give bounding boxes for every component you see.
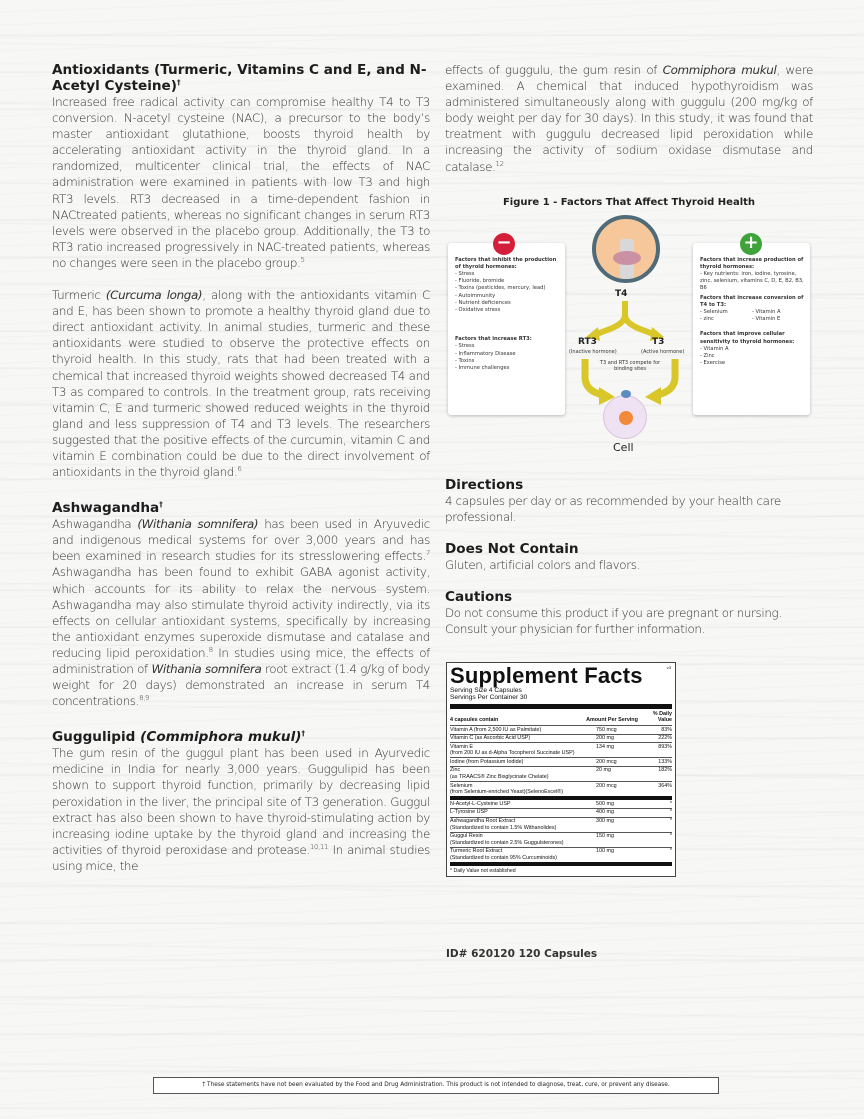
antioxidants-paragraph-1: Increased free radical activity can compromise healthy T4 to T3 conversion. N-acetyl cysteine (NAC), a precursor to the body’s master antioxidant glutathione, boosts thyroid health by accelerating antioxidant activity in the thyroid gland. In a randomized, multicenter clinical trial, the effects of NAC administration were examined in patients with low T3 and high RT3 levels. RT3 decreased in a time-dependent fashion in NACtreated patients, whereas no significant changes in serum RT3 levels were observed in the placebo group. Additionally, the T3 to RT3 ratio increased progressively in NAC-treated patients, whereas no changes were seen in the placebo group.$^5$ <box>52 95 430 270</box>
guggulipid-continuation: effects of guggulu, the gum resin of Commiphora mukul, were examined. A chemical that induced hypothyroidism was administered simultaneously along with guggulu (200 mg/kg of body weight per day for 30 days). In this study, it was found that treatment with guggulu decreased lipid peroxidation while increasing the activity of sodium oxidase dismutase and catalase.$^{12}$ <box>445 63 813 174</box>
list-item: - Nutrient deficiences <box>455 299 511 306</box>
table-row: Vitamin E (from 200 IU as d-Alpha Tocopherol Succinate USP) 134 mg 893% <box>450 743 672 757</box>
list-item: - Toxins (pesticides, mercury, lead) <box>455 285 546 292</box>
list-item: - Stress <box>455 271 475 278</box>
guggulipid-section <box>52 729 430 874</box>
figure-title: Figure 1 - Factors That Affect Thyroid Health <box>502 196 756 208</box>
table-row: N-Acetyl-L-Cysteine USP 500 mg * <box>450 798 672 808</box>
left-column <box>52 62 430 890</box>
list-item: - Fluoride, bromide <box>455 278 505 285</box>
split-arrow-icon <box>580 301 670 341</box>
serving-size: Serving Size 4 Capsules <box>450 687 522 694</box>
rt3-heading: Factors that increase RT3: <box>455 336 532 343</box>
cautions-heading: Cautions <box>445 588 513 605</box>
compete-label: T3 and RT3 compete for binding sites <box>599 359 661 372</box>
table-row: Turmeric Root Extract (Standardized to contain 95% Curcuminoids) 100 mg * <box>450 848 672 861</box>
inhibit-heading: Factors that inhibit the production of thyroid hormones: <box>455 256 557 270</box>
table-row: Selenium (from Selenium-enriched Yeast)(SelenoExcel®) 200 mcg 364% <box>450 782 672 799</box>
column-header: Amount Per Serving <box>586 717 638 724</box>
list-item: - Vitamin E <box>752 316 781 323</box>
list-item: - Oxidative stress <box>455 307 501 314</box>
column-header: 4 capsules contain <box>450 717 499 724</box>
antioxidants-section <box>52 62 430 480</box>
table-row: Zinc (as TRAACS® Zinc Bisglycinate Chelate) 20 mg 182% <box>450 767 672 781</box>
active-hormone-label: (Active hormone) <box>641 348 685 355</box>
version-label: v3 <box>666 665 671 670</box>
list-item: - Key nutrients: iron, iodine, tyrosine, zinc, selenium, vitamins C, D, E, B2, B3, B6 <box>700 271 804 292</box>
increase-factors-box <box>693 243 810 415</box>
table-row: Iodine (from Potassium Iodide) 200 mcg 133% <box>450 758 672 765</box>
fda-disclaimer: † These statements have not been evaluated by the Food and Drug Administration. This product is not intended to diagnose, treat, cure, or prevent any disease. <box>153 1077 719 1094</box>
plus-icon: + <box>740 233 762 255</box>
ashwagandha-heading: Ashwagandha† <box>52 500 163 517</box>
list-item: - Inflammatory Disease <box>455 350 516 357</box>
inactive-hormone-label: (Inactive hormone) <box>569 348 617 355</box>
table-row: Guggul Resin (Standardized to contain 2.5% Guggulsterones) 150 mg * <box>450 833 672 846</box>
list-item: - Zinc <box>700 353 715 360</box>
sensitivity-heading: Factors that improve cellular sensitivity to thyroid hormones: <box>700 331 795 345</box>
does-not-contain-heading: Does Not Contain <box>445 540 579 557</box>
list-item: - Autoimmunity <box>455 292 496 299</box>
rt3-label: RT3 <box>578 336 597 347</box>
list-item: - Stress <box>455 343 475 350</box>
ashwagandha-section <box>52 500 430 709</box>
list-item: - Toxins <box>455 357 475 364</box>
t3-label: T3 <box>652 336 665 347</box>
right-column <box>445 62 813 653</box>
inhibit-factors-box <box>448 243 565 415</box>
supplement-facts-panel <box>446 662 676 877</box>
cautions-text: Do not consume this product if you are pregnant or nursing. Consult your physician for further information. <box>445 605 782 637</box>
cell-label: Cell <box>613 440 634 454</box>
antioxidants-paragraph-2: Turmeric (Curcuma longa), along with the antioxidants vitamin C and E, has been shown to promote a healthy thyroid gland due to direct antioxidant activity. In animal studies, turmeric and these antioxidants were studied to observe the protective effects on thyroid health. In this study, rats that had been treated with a chemical that increased thyroid weights showed decreased T4 and T3 as compared to controls. In the treatment group, rats receiving vitamin C, E and turmeric showed reduced weights in the thyroid gland and less suppression of T4 and T3 levels. The researchers suggested that the positive effects of the curcumin, vitamin C and vitamin E combination could be due to the direct involvement of antioxidants in the thyroid gland.$^6$ <box>52 288 430 480</box>
conversion-heading: Factors that increase conversion of T4 to T3: <box>700 294 804 308</box>
minus-icon: − <box>493 233 515 255</box>
ashwagandha-paragraph: Ashwagandha (Withania somnifera) has been used in Aryuvedic and indigenous medical systems for over 3,000 years and has been examined in research studies for its stresslowering effects.$^7$ Ashwagandha has been found to exhibit GABA agonist activity, which accounts for its ability to relax the nervous system. Ashwagandha may also stimulate thyroid activity indirectly, via its effects on cellular antioxidant systems, specifically by increasing the antioxidant enzymes superoxide dismutase and catalase and reducing lipid peroxidation.$^8$ In studies using mice, the effects of administration of Withania somnifera root extract (1.4 g/kg of body weight for 20 days) demonstrated an increase in serum T4 concentrations.$^{8,9}$ <box>52 517 430 709</box>
list-item: - Vitamin A <box>752 309 781 316</box>
daily-value-footnote: * Daily Value not established <box>450 862 672 874</box>
list-item: - Exercise <box>700 360 726 367</box>
antioxidants-heading: Antioxidants (Turmeric, Vitamins C and E, and N-Acetyl Cysteine)† <box>52 62 427 94</box>
table-row: L-Tyrosine USP 400 mg * <box>450 809 672 816</box>
column-header: % Daily Value <box>652 710 672 724</box>
does-not-contain-text: Gluten, artificial colors and flavors. <box>445 557 641 572</box>
table-row: Vitamin C (as Ascorbic Acid USP) 200 mg 222% <box>450 735 672 742</box>
thyroid-figure <box>445 197 813 467</box>
list-item: - zinc <box>700 316 714 323</box>
increase-heading: Factors that increase production of thyroid hormones: <box>700 256 804 270</box>
t4-label: T4 <box>615 288 628 299</box>
guggulipid-paragraph: The gum resin of the guggul plant has been used in Ayurvedic medicine in India for nearly 3,000 years. Guggulipid has been shown to support thyroid function, primarily by decreasing lipid peroxidation in the liver, the principal site of T3 generation. Guggul extract has also been shown to have thyroid-stimulating action by increasing iodine uptake by the thyroid gland and increasing the activities of thyroid peroxidase and protease.$^{10,11}$ In animal studies using mice, the <box>52 746 430 873</box>
thyroid-neck-icon <box>592 215 660 283</box>
directions-section <box>445 477 813 525</box>
directions-heading: Directions <box>445 476 524 493</box>
table-row: Vitamin A (from 2,500 IU as Palmitate) 750 mcg 83% <box>450 726 672 733</box>
does-not-contain-section <box>445 541 813 573</box>
directions-text: 4 capsules per day or as recommended by your health care professional. <box>445 493 781 524</box>
table-row: Ashwagandha Root Extract (Standardized to contain 1.5% Withanolides) 300 mg * <box>450 818 672 831</box>
list-item: - Selenium <box>700 309 728 316</box>
list-item: - Immune challenges <box>455 365 510 372</box>
list-item: - Vitamin A <box>700 345 729 352</box>
guggulipid-heading: Guggulipid (Commiphora mukul)† <box>52 729 305 746</box>
cautions-section <box>445 589 813 637</box>
supplement-facts-title: Supplement Facts <box>450 663 643 688</box>
cell-icon <box>603 395 647 439</box>
servings-per-container: Servings Per Container 30 <box>450 694 528 702</box>
product-id: ID# 620120 120 Capsules <box>446 948 598 960</box>
nutrient-table <box>450 710 672 862</box>
